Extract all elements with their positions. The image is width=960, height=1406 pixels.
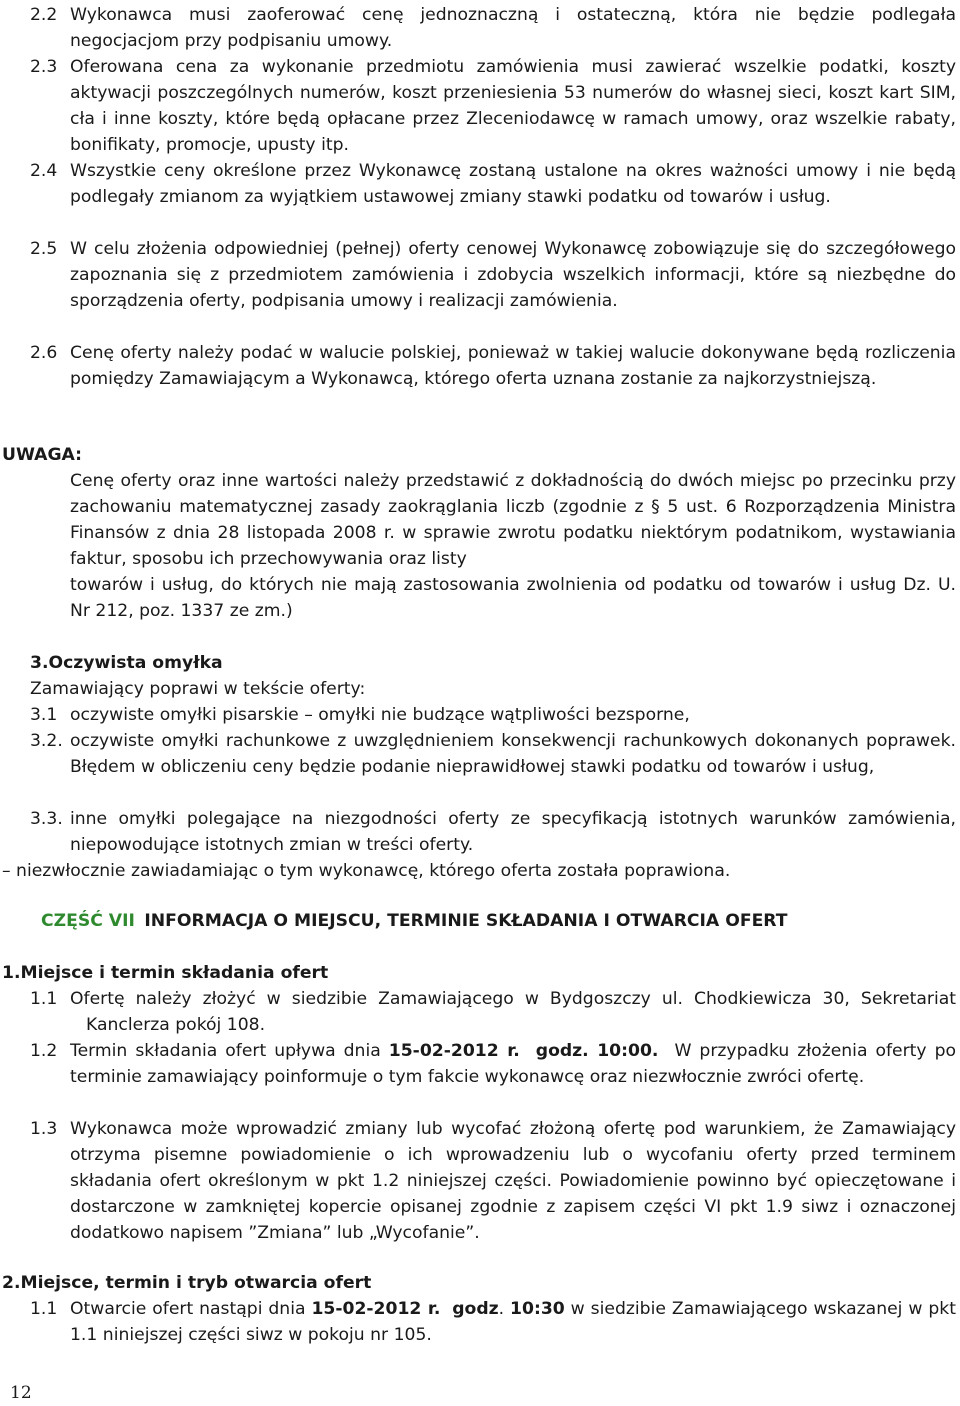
miejsce-item-1-1: Ofertę należy złożyć w siedzibie Zamawiającego w Bydgoszczy ul. Chodkiewicza 30, Sekretariat Kanclerza pokój 108. <box>70 989 956 1035</box>
deadline-time: godz. 10:00. <box>535 1041 659 1061</box>
opening-place: w siedzibie Zamawiającego wskazanej w pkt 1.1 niniejszej części siwz w pokoju nr 105. <box>70 1299 956 1345</box>
opening-date: 15-02-2012 r. <box>311 1299 441 1319</box>
item-number: 3.2. <box>30 731 63 751</box>
deadline-date: 15-02-2012 r. <box>388 1041 520 1061</box>
item-number: 2.2 <box>30 5 58 25</box>
uwaga-text: Cenę oferty oraz inne wartości należy przedstawić z dokładnością do dwóch miejsc po przecinku przy zachowaniu matematycznej zasady zaokrąglania liczb (zgodnie z § 5 ust. 6 Rozporządzenia Ministra Finansów z dnia 28 listopada 2008 r. w sprawie zwrotu podatku niektórym podatnikom, wystawiania faktur, sposobu ich przechowywania oraz listy <box>70 471 956 569</box>
part-heading <box>41 908 788 934</box>
item-number: 2.6 <box>30 343 58 363</box>
item-number: 3.3. <box>30 809 63 829</box>
opening-godz: godz <box>452 1299 499 1319</box>
deadline-intro: Termin składania ofert upływa dnia <box>70 1041 381 1061</box>
omylka-intro: Zamawiający poprawi w tekście oferty: <box>30 679 366 699</box>
omylka-item-3-2: oczywiste omyłki rachunkowe z uwzględnieniem konsekwencji rachunkowych dokonanych poprawek. Błędem w obliczeniu ceny będzie podanie nieprawidłowej stawki podatku od towarów i usług, <box>70 731 956 777</box>
opening-intro: Otwarcie ofert nastąpi dnia <box>70 1299 306 1319</box>
otwarcie-item-1-1 <box>70 1296 956 1348</box>
paragraph-2-3: Oferowana cena za wykonanie przedmiotu zamówienia musi zawierać wszelkie podatki, koszty aktywacji poszczególnych numerów, koszt przeniesienia 53 numerów do własnej sieci, koszt kart SIM, cła i inne koszty, które będą opłacane przez Zleceniodawcę w ramach umowy, oraz wszelkie rabaty, bonifikaty, promocje, upusty itp. <box>70 57 956 155</box>
omylka-item-3-1: oczywiste omyłki pisarskie – omyłki nie budzące wątpliwości bezsporne, <box>70 705 690 725</box>
item-number: 2.3 <box>30 57 58 77</box>
item-number: 1.1 <box>30 989 58 1009</box>
miejsce-item-1-3: Wykonawca może wprowadzić zmiany lub wycofać złożoną ofertę pod warunkiem, że Zamawiający otrzyma pisemne powiadomienie o ich wprowadzeniu lub o wycofaniu oferty przed terminem składania ofert określonym w pkt 1.2 niniejszej części. Powiadomienie powinno być opieczętowane i dostarczone w zamkniętej kopercie opisanej zgodnie z zapisem części VI pkt 1.9 siwz i oznaczonej dodatkowo napisem ”Zmiana” lub „Wycofanie”. <box>70 1119 956 1243</box>
page-number: 12 <box>10 1383 32 1403</box>
paragraph-2-2: Wykonawca musi zaoferować cenę jednoznaczną i ostateczną, która nie będzie podlegała negocjacjom przy podpisaniu umowy. <box>70 5 956 51</box>
omylka-closing: – niezwłocznie zawiadamiając o tym wykonawcę, którego oferta została poprawiona. <box>2 861 731 881</box>
item-number: 3.1 <box>30 705 58 725</box>
section-heading-omylka: 3.Oczywista omyłka <box>30 653 223 673</box>
miejsce-item-1-2 <box>70 1038 956 1090</box>
uwaga-text-continued: towarów i usług, do których nie mają zastosowania zwolnienia od podatku od towarów i usług Dz. U. Nr 212, poz. 1337 ze zm.) <box>70 575 956 621</box>
item-number: 1.1 <box>30 1299 58 1319</box>
part-label: CZĘŚĆ VII <box>41 911 135 931</box>
section-heading-miejsce: 1.Miejsce i termin składania ofert <box>2 963 329 983</box>
opening-time: 10:30 <box>510 1299 565 1319</box>
paragraph-2-6: Cenę oferty należy podać w walucie polskiej, ponieważ w takiej walucie dokonywane będą rozliczenia pomiędzy Zamawiającym a Wykonawcą, którego oferta uznana zostanie za najkorzystniejszą. <box>70 343 956 389</box>
item-number: 1.2 <box>30 1041 58 1061</box>
item-number: 2.5 <box>30 239 58 259</box>
part-title: INFORMACJA O MIEJSCU, TERMINIE SKŁADANIA I OTWARCIA OFERT <box>144 911 788 931</box>
item-number: 1.3 <box>30 1119 58 1139</box>
opening-dot: . <box>498 1299 505 1319</box>
deadline-note: W przypadku złożenia oferty po terminie zamawiający poinformuje o tym fakcie wykonawcę oraz niezwłocznie zwróci ofertę. <box>70 1041 957 1087</box>
omylka-item-3-3: inne omyłki polegające na niezgodności oferty ze specyfikacją istotnych warunków zamówienia, niepowodujące istotnych zmian w treści oferty. <box>70 809 956 855</box>
section-heading-otwarcie: 2.Miejsce, termin i tryb otwarcia ofert <box>2 1273 372 1293</box>
paragraph-2-5: W celu złożenia odpowiedniej (pełnej) oferty cenowej Wykonawcę zobowiązuje się do szczegółowego zapoznania się z przedmiotem zamówienia i zdobycia wszelkich informacji, które są niezbędne do sporządzenia oferty, podpisania umowy i realizacji zamówienia. <box>70 239 956 311</box>
uwaga-label: UWAGA: <box>2 445 83 465</box>
paragraph-2-4: Wszystkie ceny określone przez Wykonawcę zostaną ustalone na okres ważności umowy i nie będą podlegały zmianom za wyjątkiem ustawowej zmiany stawki podatku od towarów i usług. <box>70 161 956 207</box>
item-number: 2.4 <box>30 161 58 181</box>
